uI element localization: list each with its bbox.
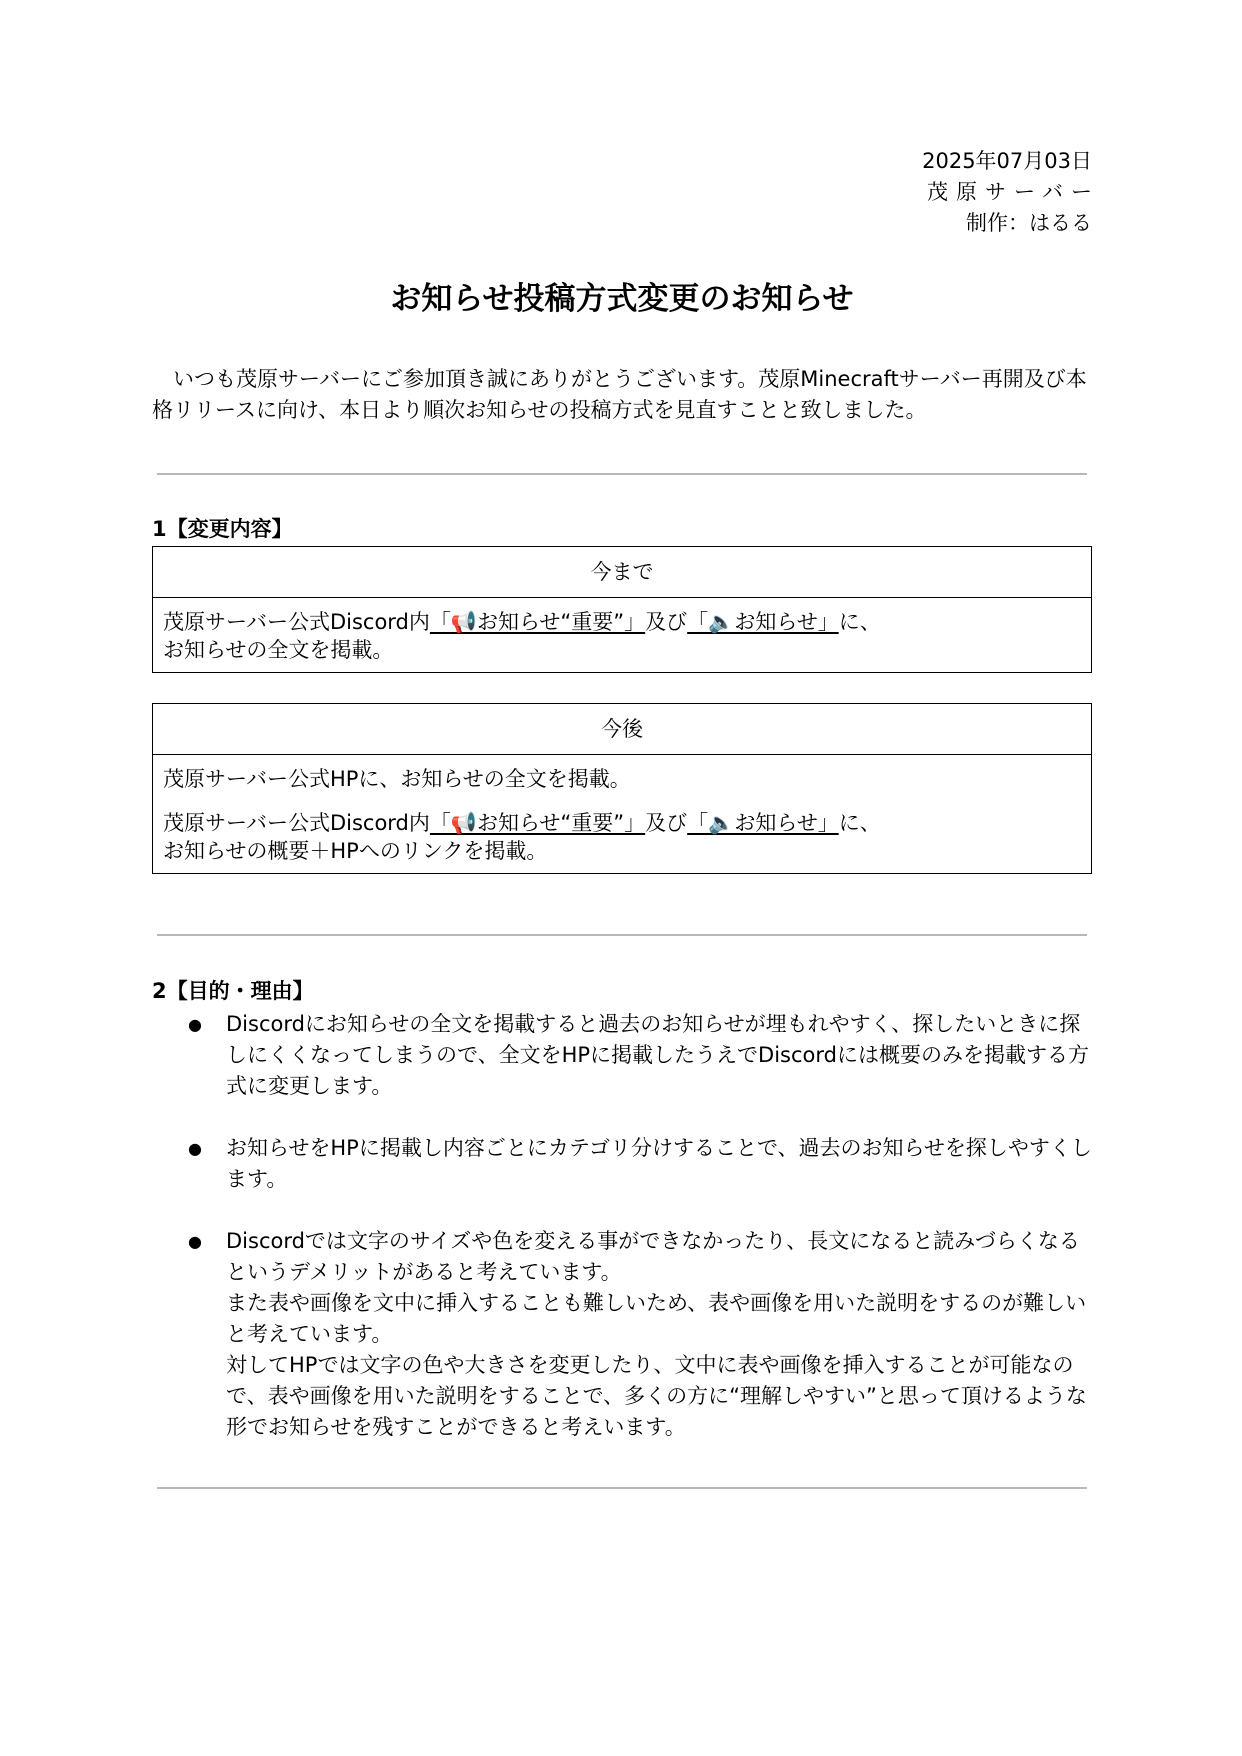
after-table-header: 今後 (153, 704, 1091, 755)
organization-name: 茂原サーバー (927, 180, 1100, 204)
divider (157, 934, 1087, 936)
before-conjunction: 及び (645, 610, 688, 634)
before-table-body (153, 598, 1091, 672)
bullet-icon: ● (188, 1232, 202, 1251)
author-credit: 制作：はるる (966, 211, 1092, 235)
after-prefix: 茂原サーバー公式Discord内 (163, 811, 430, 835)
list-item-text: Discordでは文字のサイズや色を変える事ができなかったり、長文になると読みづらくなるというデメリットがあると考えています。 (226, 1229, 1080, 1284)
after-line-1: 茂原サーバー公式HPに、お知らせの全文を掲載。 (163, 767, 631, 791)
list-item-text: また表や画像を文中に挿入することも難しいため、表や画像を用いた説明をするのが難しいと考えています。 (226, 1291, 1087, 1346)
section-heading-changes: 1【変更内容】 (152, 517, 293, 541)
divider (157, 473, 1087, 475)
document-header (922, 146, 1100, 239)
list-item-text: Discordにお知らせの全文を掲載すると過去のお知らせが埋もれやすく、探したいときに探しにくくなってしまうので、全文をHPに掲載したうえでDiscordには概要のみを掲載する方式に変更します。 (226, 1012, 1089, 1098)
list-item-text: 対してHPでは文字の色や大きさを変更したり、文中に表や画像を挿入することが可能なので、表や画像を用いた説明をすることで、多くの方に“理解しやすい”と思って頂けるような形でお知らせを残すことができると考えいます。 (226, 1353, 1087, 1439)
channel-news-link[interactable]: 「🔈お知らせ」 (687, 811, 839, 835)
section-heading-reasons: 2【目的・理由】 (152, 979, 314, 1003)
list-item-text: お知らせをHPに掲載し内容ごとにカテゴリ分けすることで、過去のお知らせを探しやすくします。 (226, 1136, 1092, 1191)
list-item (152, 1009, 1092, 1102)
divider (157, 1487, 1087, 1489)
intro-paragraph: いつも茂原サーバーにご参加頂き誠にありがとうございます。茂原Minecraftサーバー再開及び本格リリースに向け、本日より順次お知らせの投稿方式を見直すことと致しました。 (152, 367, 1087, 422)
before-table (152, 546, 1092, 673)
paragraph-gap (163, 793, 1081, 809)
document-page (152, 0, 1100, 1756)
after-table (152, 703, 1092, 874)
before-prefix: 茂原サーバー公式Discord内 (163, 610, 430, 634)
reasons-list (152, 1009, 1092, 1443)
after-line-3: お知らせの概要＋HPへのリンクを掲載。 (163, 839, 548, 863)
after-line-2 (163, 809, 1081, 837)
channel-news-link[interactable]: 「🔈お知らせ」 (687, 610, 839, 634)
after-table-body (153, 755, 1091, 873)
bullet-icon: ● (188, 1139, 202, 1158)
list-item (152, 1133, 1092, 1195)
before-suffix: に、 (838, 610, 881, 634)
channel-important-link[interactable]: 「📢お知らせ“重要”」 (429, 811, 646, 835)
before-line-1 (163, 608, 1081, 636)
document-date: 2025年07月03日 (922, 149, 1092, 173)
after-suffix: に、 (838, 811, 881, 835)
bullet-icon: ● (188, 1015, 202, 1034)
after-conjunction: 及び (645, 811, 688, 835)
list-item (152, 1226, 1092, 1443)
before-table-header: 今まで (153, 547, 1091, 598)
before-line-2: お知らせの全文を掲載。 (163, 638, 394, 662)
channel-important-link[interactable]: 「📢お知らせ“重要”」 (429, 610, 646, 634)
page-title: お知らせ投稿方式変更のお知らせ (390, 281, 854, 317)
